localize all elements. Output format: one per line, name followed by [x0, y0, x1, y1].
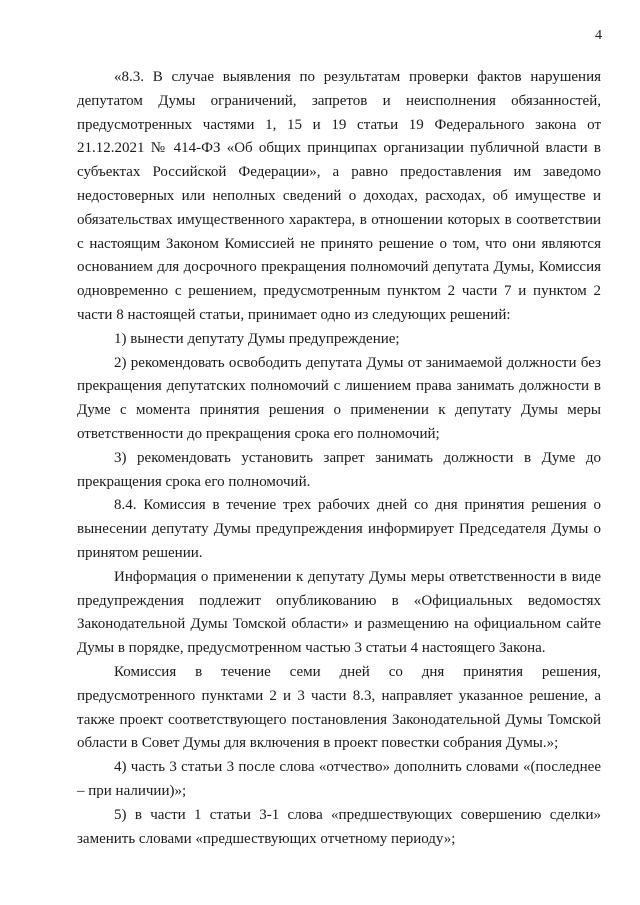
paragraph-item-3: 3) рекомендовать установить запрет занимать должности в Думе до прекращения срока его полномочий. [77, 449, 601, 490]
paragraph-item-2: 2) рекомендовать освободить депутата Думы от занимаемой должности без прекращения депутатских полномочий с лишением права занимать должности в Думе с момента принятия решения о применении к депутату Думы меры ответственности до прекращения срока его полномочий; [77, 354, 601, 442]
paragraph-8-3: «8.3. В случае выявления по результатам проверки фактов нарушения депутатом Думы ограничений, запретов и неисполнения обязанностей, предусмотренных частями 1, 15 и 19 статьи 19 Федерального закона от 21.12.2021 № 414-ФЗ «Об общих принципах организации публичной власти в субъектах Российской Федерации», а равно предоставления им заведомо недостоверных или неполных сведений о доходах, расходах, об имуществе и обязательствах имущественного характера, в отношении которых в соответствии с настоящим Законом Комиссией не принято решение о том, что они являются основанием для досрочного прекращения полномочий депутата Думы, Комиссия одновременно с решением, предусмотренным пунктом 2 части 7 и пунктом 2 части 8 настоящей статьи, принимает одно из следующих решений: [77, 69, 601, 323]
document-body [77, 66, 601, 851]
paragraph-item-1: 1) вынести депутату Думы предупреждение; [114, 330, 400, 347]
paragraph-publication: Информация о применении к депутату Думы меры ответственности в виде предупреждения подлежит опубликованию в «Официальных ведомостях Законодательной Думы Томской области» и размещению на официальном сайте Думы в порядке, предусмотренном частью 3 статьи 4 настоящего Закона. [77, 568, 601, 657]
paragraph-amendment-4: 4) часть 3 статьи 3 после слова «отчество» дополнить словами «(последнее – при наличии)»; [77, 759, 601, 799]
page-number: 4 [595, 28, 602, 43]
paragraph-8-4: 8.4. Комиссия в течение трех рабочих дней со дня принятия решения о вынесении депутату Думы предупреждения информирует Председателя Думы о принятом решении. [77, 497, 601, 561]
paragraph-commission: Комиссия в течение семи дней со дня принятия решения, предусмотренного пунктами 2 и 3 части 8.3, направляет указанное решение, а также проект соответствующего постановления Законодательной Думы Томской области в Совет Думы для включения в проект повестки собрания Думы.»; [77, 663, 601, 752]
paragraph-amendment-5: 5) в части 1 статьи 3-1 слова «предшествующих совершению сделки» заменить словами «предшествующих отчетному периоду»; [77, 806, 601, 847]
